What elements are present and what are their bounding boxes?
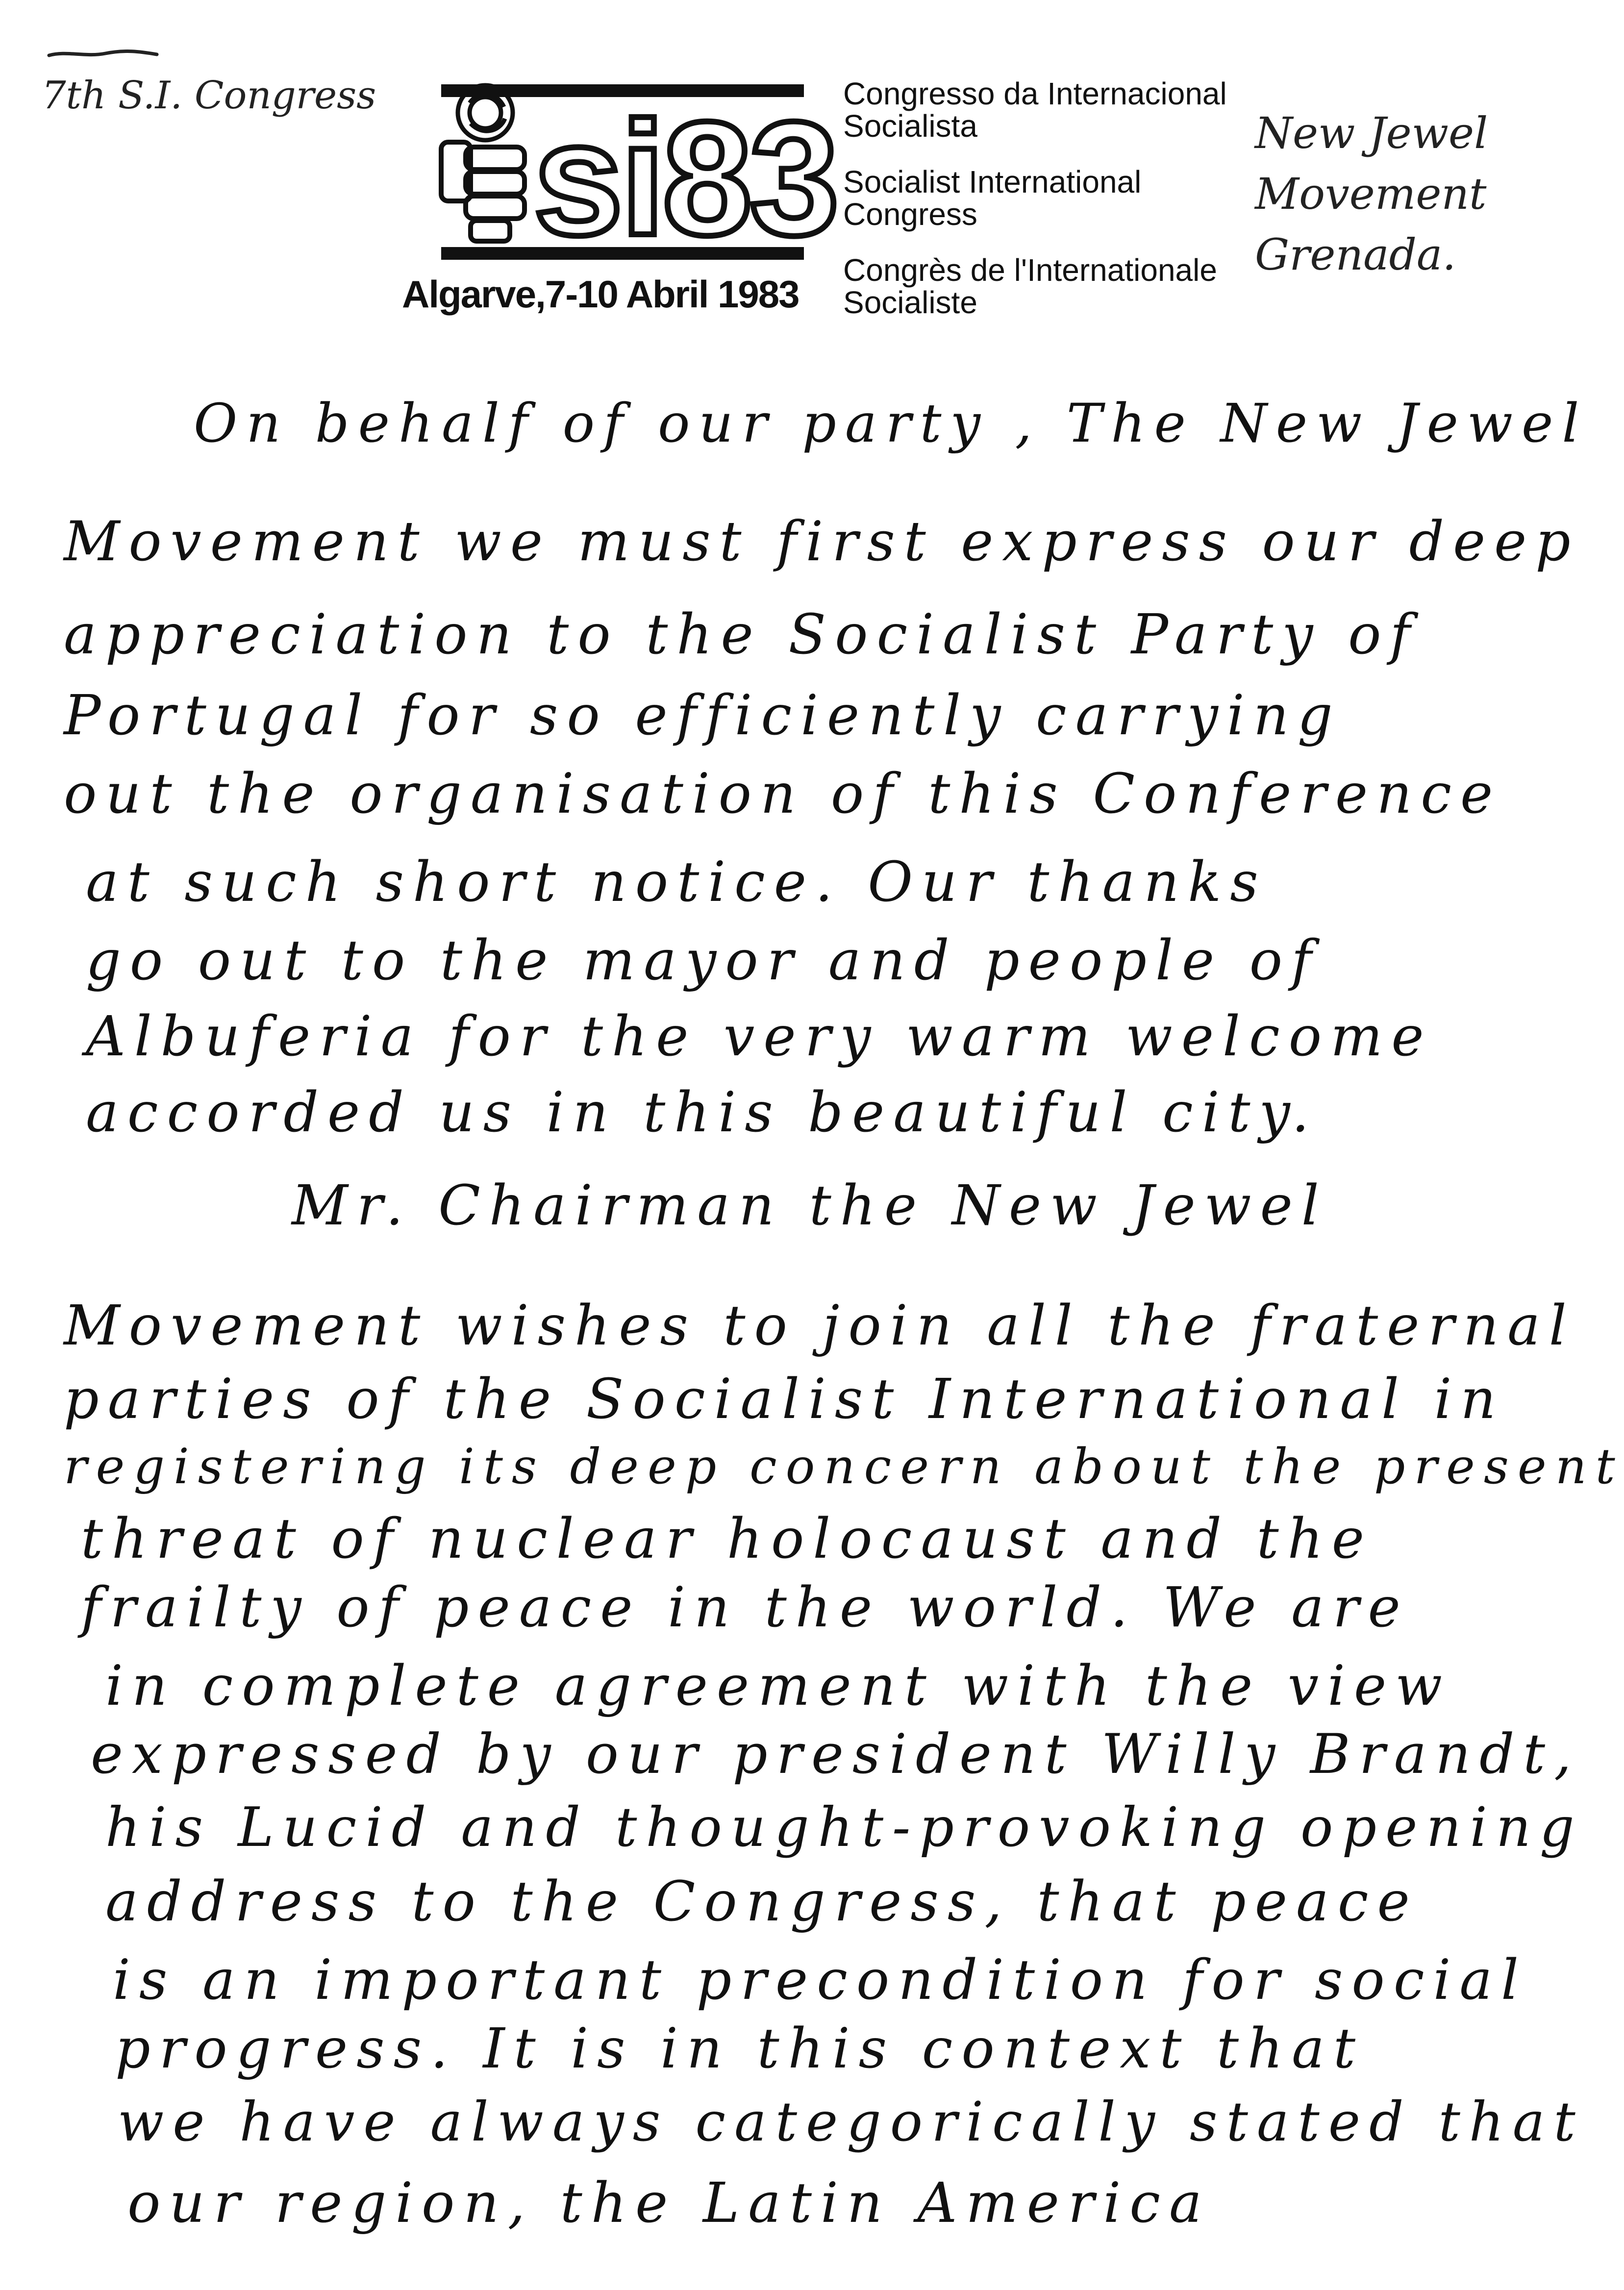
body-line: go out to the mayor and people of [86, 929, 1321, 993]
salutation: Mr. Chairman the New Jewel [292, 1174, 1328, 1238]
congress-name-french: Congrès de l'Internationale Socialiste [843, 252, 1217, 320]
body-line: we have always categorically stated that [118, 2091, 1584, 2153]
body-line: our region, the Latin America [127, 2171, 1211, 2235]
body-line: Movement wishes to join all the fraternal [64, 1294, 1575, 1358]
body-line: at such short notice. Our thanks [86, 850, 1267, 914]
body-line: appreciation to the Socialist Party of [64, 603, 1419, 667]
body-line: frailty of peace in the world. We are [81, 1576, 1409, 1640]
body-line: out the organisation of this Conference [64, 762, 1502, 826]
body-line: On behalf of our party , The New Jewel [194, 392, 1588, 454]
body-line: Portugal for so efficiently carrying [64, 684, 1342, 747]
congress-name-portuguese: Congresso da Internacional Socialista [843, 76, 1227, 144]
logo-lettering: si83 [533, 88, 837, 269]
body-line: is an important precondition for social [113, 1948, 1527, 2012]
letterhead-location-date: Algarve,7-10 Abril 1983 [402, 273, 799, 316]
note-line: Movement [1255, 169, 1487, 219]
body-line: Movement we must first express our deep [64, 510, 1579, 573]
handwritten-note-top-left: 7th S.I. Congress [42, 74, 376, 118]
body-line: in complete agreement with the view [105, 1654, 1451, 1718]
body-line: registering its deep concern about the present [64, 1439, 1624, 1495]
note-line: Grenada. [1255, 229, 1456, 280]
body-line: his Lucid and thought-provoking opening [105, 1796, 1583, 1859]
body-line: accorded us in this beautiful city. [86, 1081, 1318, 1145]
body-line: Albuferia for the very warm welcome [86, 1005, 1433, 1069]
body-line: progress. It is in this context that [115, 2017, 1364, 2081]
body-line: expressed by our president Willy Brandt, [91, 1723, 1580, 1786]
congress-name-english: Socialist International Congress [843, 164, 1142, 232]
body-line: address to the Congress, that peace [105, 1870, 1419, 1934]
body-line: parties of the Socialist International in [64, 1368, 1505, 1431]
note-line: New Jewel [1255, 108, 1488, 158]
body-line: threat of nuclear holocaust and the [81, 1507, 1373, 1571]
